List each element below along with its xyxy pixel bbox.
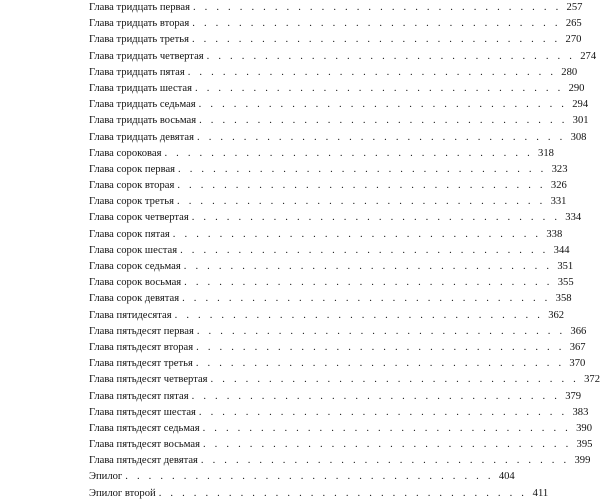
toc-dot-leader: . . . . . . . . . . . . . . . . . . . . . . . . . . . . . . . . xyxy=(191,390,561,402)
toc-dot-leader: . . . . . . . . . . . . . . . . . . . . . . . . . . . . . . . . xyxy=(178,163,547,175)
toc-entry-page-number: 355 xyxy=(557,277,574,289)
toc-entry[interactable] xyxy=(89,162,568,178)
toc-entry-page-number: 270 xyxy=(565,34,582,46)
toc-entry[interactable] xyxy=(89,324,587,340)
toc-entry[interactable] xyxy=(89,49,597,65)
toc-dot-leader: . . . . . . . . . . . . . . . . . . . . . . . . . . . . . . . . xyxy=(182,293,551,305)
toc-entry-page-number: 358 xyxy=(555,293,572,305)
toc-entry-page-number: 280 xyxy=(561,66,578,78)
toc-entry-title: Глава тридцать первая xyxy=(89,2,190,13)
toc-entry-title: Глава сорок первая xyxy=(89,163,176,175)
toc-dot-leader: . . . . . . . . . . . . . . . . . . . . . . . . . . . . . . . . xyxy=(158,487,528,499)
toc-dot-leader: . . . . . . . . . . . . . . . . . . . . . . . . . . . . . . . . xyxy=(174,309,544,321)
toc-entry-title: Эпилог второй xyxy=(89,487,156,499)
toc-entry-page-number: 383 xyxy=(572,406,589,418)
toc-dot-leader: . . . . . . . . . . . . . . . . . . . . . . . . . . . . . . . . xyxy=(183,261,553,272)
toc-entry-title: Глава пятьдесят седьмая xyxy=(89,422,200,434)
toc-entry-title: Глава сорок третья xyxy=(89,196,175,208)
toc-entry[interactable] xyxy=(89,308,565,324)
toc-dot-leader: . . . . . . . . . . . . . . . . . . . . . . . . . . . . . . . . xyxy=(191,212,561,224)
toc-entry[interactable] xyxy=(89,486,549,502)
table-of-contents xyxy=(89,0,600,502)
toc-entry-page-number: 331 xyxy=(550,196,567,208)
toc-entry-title: Глава пятьдесят шестая xyxy=(89,406,196,418)
toc-entry-title: Глава тридцать седьмая xyxy=(89,99,196,111)
toc-entry-page-number: 257 xyxy=(566,2,583,13)
toc-entry[interactable] xyxy=(89,194,567,210)
toc-entry-title: Глава сорок четвертая xyxy=(89,212,189,224)
toc-entry-page-number: 367 xyxy=(569,341,586,353)
toc-entry-page-number: 344 xyxy=(553,244,570,256)
toc-entry[interactable] xyxy=(89,372,600,388)
toc-entry-title: Глава тридцать шестая xyxy=(89,82,193,94)
toc-dot-leader: . . . . . . . . . . . . . . . . . . . . . . . . . . . . . . . . xyxy=(187,66,557,78)
toc-dot-leader: . . . . . . . . . . . . . . . . . . . . . . . . . . . . . . . . xyxy=(177,196,546,208)
toc-entry-title: Глава тридцать вторая xyxy=(89,18,190,30)
toc-dot-leader: . . . . . . . . . . . . . . . . . . . . . . . . . . . . . . . . xyxy=(196,325,566,337)
toc-entry[interactable] xyxy=(89,32,582,48)
toc-entry-title: Глава сорок вторая xyxy=(89,180,175,192)
toc-dot-leader: . . . . . . . . . . . . . . . . . . . . . . . . . . . . . . . . xyxy=(202,439,572,451)
toc-entry-page-number: 366 xyxy=(570,325,587,337)
toc-dot-leader: . . . . . . . . . . . . . . . . . . . . . . . . . . . . . . . . xyxy=(195,82,564,94)
toc-entry-page-number: 326 xyxy=(550,180,567,192)
toc-entry-page-number: 290 xyxy=(568,82,585,94)
toc-dot-leader: . . . . . . . . . . . . . . . . . . . . . . . . . . . . . . . . xyxy=(192,2,562,13)
toc-entry[interactable] xyxy=(89,340,586,356)
toc-entry-title: Глава пятьдесят девятая xyxy=(89,455,198,467)
toc-entry-title: Глава сорок седьмая xyxy=(89,261,181,272)
toc-dot-leader: . . . . . . . . . . . . . . . . . . . . . . . . . . . . . . . . xyxy=(164,147,533,159)
toc-entry[interactable] xyxy=(89,259,574,275)
toc-entry[interactable] xyxy=(89,405,589,421)
toc-dot-leader: . . . . . . . . . . . . . . . . . . . . . . . . . . . . . . . . xyxy=(172,228,542,240)
toc-entry-title: Глава пятьдесят вторая xyxy=(89,341,194,353)
toc-entry[interactable] xyxy=(89,178,567,194)
toc-entry-title: Глава сорок восьмая xyxy=(89,277,182,289)
toc-dot-leader: . . . . . . . . . . . . . . . . . . . . . . . . . . . . . . . . xyxy=(180,244,549,256)
toc-entry[interactable] xyxy=(89,0,583,16)
toc-entry[interactable] xyxy=(89,421,593,437)
toc-entry-page-number: 318 xyxy=(538,147,554,159)
toc-entry[interactable] xyxy=(89,453,591,469)
toc-entry-title: Глава пятьдесят восьмая xyxy=(89,439,200,451)
toc-dot-leader: . . . . . . . . . . . . . . . . . . . . . . . . . . . . . . . . xyxy=(202,422,572,434)
toc-dot-leader: . . . . . . . . . . . . . . . . . . . . . . . . . . . . . . . . xyxy=(125,471,494,483)
toc-entry[interactable] xyxy=(89,210,582,226)
toc-entry-page-number: 265 xyxy=(565,18,582,30)
toc-entry-title: Глава тридцать пятая xyxy=(89,66,185,78)
toc-entry-title: Глава сорок пятая xyxy=(89,228,170,240)
toc-entry-page-number: 338 xyxy=(546,228,563,240)
toc-entry-page-number: 351 xyxy=(557,261,574,272)
toc-entry-title: Глава сорок девятая xyxy=(89,293,180,305)
toc-entry-page-number: 308 xyxy=(570,131,587,143)
toc-entry-title: Глава тридцать восьмая xyxy=(89,115,197,127)
toc-entry-page-number: 334 xyxy=(565,212,582,224)
toc-entry-title: Глава пятьдесят третья xyxy=(89,358,193,370)
toc-entry-page-number: 323 xyxy=(551,163,568,175)
toc-entry-title: Глава пятидесятая xyxy=(89,309,172,321)
toc-dot-leader: . . . . . . . . . . . . . . . . . . . . . . . . . . . . . . . . xyxy=(210,374,579,386)
toc-entry-title: Глава пятьдесят четвертая xyxy=(89,374,208,386)
toc-entry[interactable] xyxy=(89,356,586,372)
toc-entry-page-number: 411 xyxy=(532,487,549,499)
toc-entry[interactable] xyxy=(89,291,572,307)
toc-entry[interactable] xyxy=(89,437,593,453)
toc-entry[interactable] xyxy=(89,243,570,259)
toc-entry-page-number: 399 xyxy=(574,455,591,467)
toc-entry[interactable] xyxy=(89,227,563,243)
toc-entry-page-number: 301 xyxy=(572,115,589,127)
toc-entry-page-number: 404 xyxy=(498,471,515,483)
toc-entry-title: Глава тридцать четвертая xyxy=(89,50,204,62)
toc-entry-title: Глава сорок шестая xyxy=(89,244,178,256)
toc-entry[interactable] xyxy=(89,469,515,485)
toc-dot-leader: . . . . . . . . . . . . . . . . . . . . . . . . . . . . . . . . xyxy=(195,358,565,370)
toc-entry-page-number: 372 xyxy=(584,374,600,386)
toc-dot-leader: . . . . . . . . . . . . . . . . . . . . . . . . . . . . . . . . xyxy=(192,18,561,30)
toc-dot-leader: . . . . . . . . . . . . . . . . . . . . . . . . . . . . . . . . xyxy=(184,277,553,289)
toc-entry-page-number: 370 xyxy=(569,358,586,370)
toc-dot-leader: . . . . . . . . . . . . . . . . . . . . . . . . . . . . . . . . xyxy=(198,406,568,418)
toc-entry-title: Глава сороковая xyxy=(89,147,162,159)
toc-dot-leader: . . . . . . . . . . . . . . . . . . . . . . . . . . . . . . . . xyxy=(191,34,561,46)
toc-dot-leader: . . . . . . . . . . . . . . . . . . . . . . . . . . . . . . . . xyxy=(196,341,565,353)
toc-entry[interactable] xyxy=(89,97,589,113)
toc-entry-page-number: 362 xyxy=(548,309,565,321)
toc-entry[interactable] xyxy=(89,130,587,146)
toc-dot-leader: . . . . . . . . . . . . . . . . . . . . . . . . . . . . . . . . xyxy=(177,180,546,192)
toc-dot-leader: . . . . . . . . . . . . . . . . . . . . . . . . . . . . . . . . xyxy=(197,131,566,143)
toc-entry-title: Глава пятьдесят пятая xyxy=(89,390,189,402)
toc-entry-page-number: 379 xyxy=(565,390,582,402)
toc-entry-title: Глава тридцать девятая xyxy=(89,131,195,143)
toc-dot-leader: . . . . . . . . . . . . . . . . . . . . . . . . . . . . . . . . xyxy=(199,115,568,127)
toc-entry-page-number: 390 xyxy=(576,422,593,434)
toc-entry-page-number: 294 xyxy=(572,99,589,111)
toc-entry[interactable] xyxy=(89,81,585,97)
toc-entry-title: Глава пятьдесят первая xyxy=(89,325,194,337)
toc-dot-leader: . . . . . . . . . . . . . . . . . . . . . . . . . . . . . . . . xyxy=(206,50,576,62)
toc-entry-title: Глава тридцать третья xyxy=(89,34,189,46)
toc-dot-leader: . . . . . . . . . . . . . . . . . . . . . . . . . . . . . . . . xyxy=(200,455,570,467)
toc-entry-page-number: 395 xyxy=(576,439,593,451)
toc-entry[interactable] xyxy=(89,389,582,405)
toc-entry[interactable] xyxy=(89,275,574,291)
toc-entry[interactable] xyxy=(89,16,582,32)
toc-dot-leader: . . . . . . . . . . . . . . . . . . . . . . . . . . . . . . . . xyxy=(198,99,568,111)
toc-entry[interactable] xyxy=(89,65,578,81)
toc-entry[interactable] xyxy=(89,146,554,162)
toc-entry-page-number: 274 xyxy=(580,50,597,62)
toc-entry-title: Эпилог xyxy=(89,471,123,483)
toc-entry[interactable] xyxy=(89,113,589,129)
